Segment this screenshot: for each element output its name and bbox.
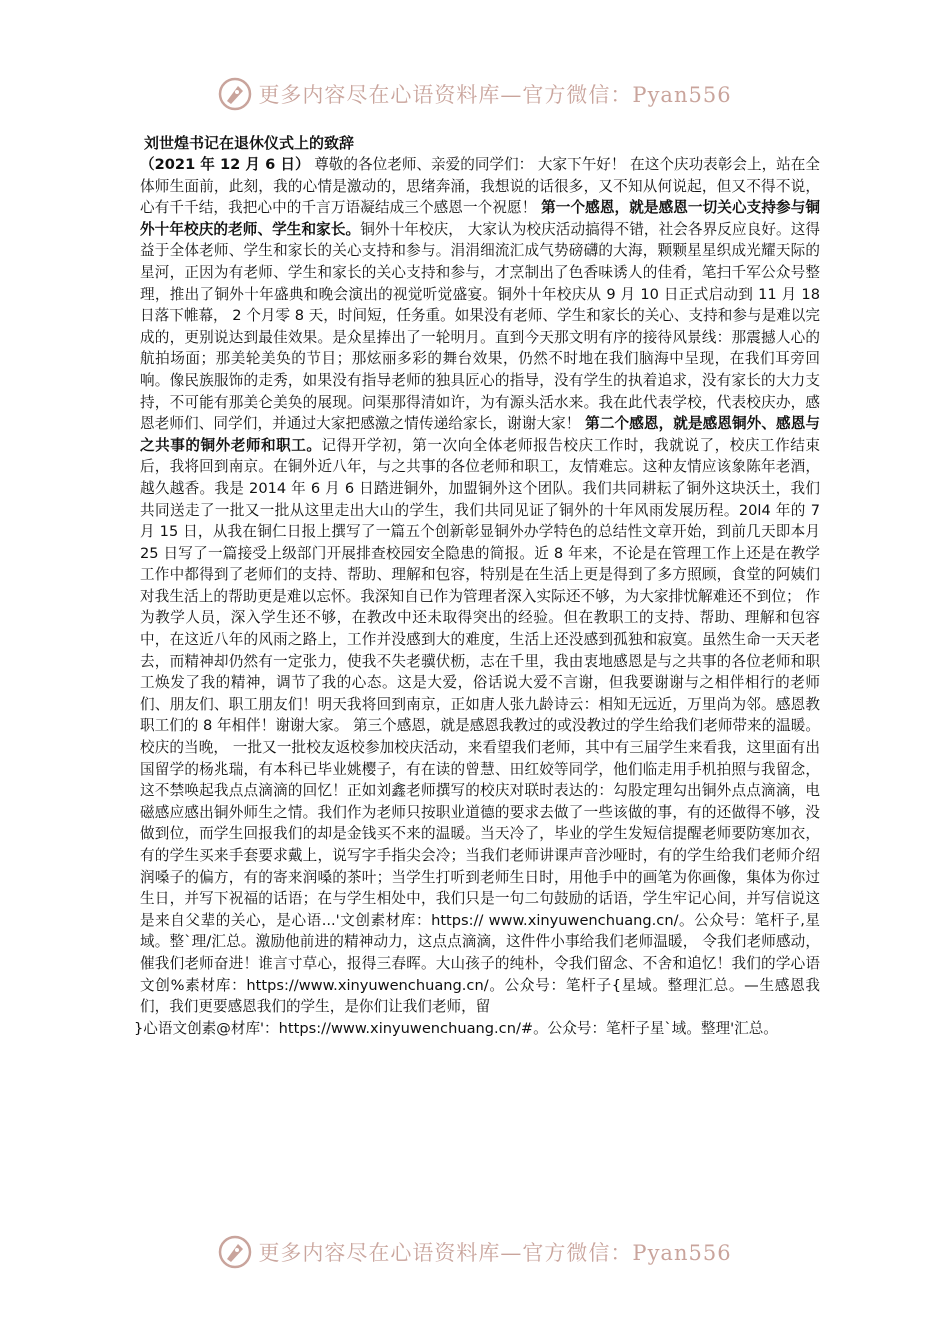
banner-text: 更多内容尽在心语资料库—官方微信：Pyan556 [258,1241,732,1265]
pen-nib-icon [218,1235,252,1269]
document-date: （2021 年 12 月 6 日） [140,156,310,173]
document-title: 刘世煌书记在退休仪式上的致辞 [144,134,355,152]
paragraph-part: 记得开学初，第一次向全体老师报告校庆工作时，我就说了，校庆工作结束后，我将回到南京。在铜外近八年，与之共事的各位老师和职工，友情难忘。这种友情应该象陈年老酒，越久越香。我是 2014 年 6 月 6 日踏进铜外，加盟铜外这个团队。我们共同耕耘了铜外这块沃土，我们共同送走了一批又一批从这里走出大山的学生，我们共同见证了铜外的十年风雨发展历程。20l4 年的 7 月 15 日，从我在铜仁日报上撰写了一篇五个创新彰显铜外办学特色的总结性文章开始，到前几天即本月 25 日写了一篇接受上级部门开展排查校园安全隐患的简报。近 8 年来，不论是在管理工作上还是在教学工作中都得到了老师们的支持、帮助、理解和包容，特别是在生活上更是得到了多方照顾，食堂的阿姨们对我生活上的帮助更是难以忘怀。我深知自已作为管理者深入实际还不够，为大家排忧解难还不到位； 作为教学人员，深入学生还不够，在教改中还未取得突出的经验。但在教职工的支持、帮助、理解和包容中，在这近八年的风雨之路上，工作并没感到大的难度，生活上还没感到孤独和寂寞。虽然生命一天天老去，而精神却仍然有一定张力，使我不失老骥伏枥，志在千里，我由衷地感恩是与之共事的各位老师和职工焕发了我的精神，调节了我的心态。这是大爱，俗话说大爱不言谢，但我要谢谢与之相伴相行的老师们、朋友们、职工朋友们！明天我将回到南京，正如唐人张九龄诗云：相知无远近，万里尚为邻。感恩教职工们的 8 年相伴！谢谢大家。 第三个感恩，就是感恩我教过的或没教过的学生给我们老师带来的温暖。校庆的当晚， 一批又一批校友返校参加校庆活动，来看望我们老师，其中有三届学生来看我，这里面有出国留学的杨兆瑞，有本科已毕业姚樱子，有在读的曾慧、田红姣等同学，他们临走用手机拍照与我留念，这不禁唤起我点点滴滴的回忆！正如刘鑫老师撰写的校庆对联时表达的：勾股定理勾出铜外点点滴滴，电磁感应感出铜外师生之情。我们作为老师只按职业道德的要求去做了一些该做的事，有的还做得不够，没做到位，而学生回报我们的却是金钱买不来的温暖。当天冷了，毕业的学生发短信提醒老师要防寒加衣，有的学生买来手套要求戴上，说写字手指尖会冷；当我们老师讲课声音沙哑时，有的学生给我们老师介绍润嗓子的偏方，有的寄来润嗓的茶叶；当学生打听到老师生日时，用他手中的画笔为你画像，集体为你过生日，并写下祝福的话语；在与学生相处中，我们只是一句二句鼓励的话语，学生牢记心间，并写信说这是来自父辈的关心，是心语...'文创素材库：https:// www.xinyuwenchuang.cn/。公众号：笔杆子,星域。整`理/汇总。激励他前进的精神动力，这点点滴滴，这件件小事给我们老师温暖， 令我们老师感动，催我们老师奋进！谁言寸草心，报得三春晖。大山孩子的纯朴，令我们留念、不舍和追忆！我们的学心语文创%素材库：https://www.xinyuwenchuang.cn/。公众号：笔杆子{星域。整理汇总。—生感恩我们，我们更要感恩我们的学生，是你们让我们老师，留 [140,436,820,1016]
first-gratitude-heading: 第一个感恩，就是感恩一切关心支持参与铜外十年校庆的老师、学生和家长。 [140,199,820,238]
paragraph-part: 铜外十年校庆， 大家认为校庆活动搞得不错，社会各界反应良好。这得益于全体老师、学生和家长的关心支持和参与。涓涓细流汇成气势磅礴的大海，颗颗星星织成光耀天际的星河，正因为有老师、学生和家长的关心支持和参与，才烹制出了色香味诱人的佳肴，笔扫千军公众号整理，推出了铜外十年盛典和晚会演出的视觉听觉盛宴。铜外十年校庆从 9 月 10 日正式启动到 11 月 18 日落下帷幕， 2 个月零 8 天，时间短，任务重。如果没有老师、学生和家长的关心、支持和参与是难以完成的，更别说达到最佳效果。是众星捧出了一轮明月。直到今天那文明有序的接待风景线：那震撼人心的航拍场面；那美轮美奂的节目；那炫丽多彩的舞台效果，仍然不时地在我们脑海中呈现，在我们耳旁回响。像民族服饰的走秀，如果没有指导老师的独具匠心的指导，没有学生的执着追求，没有家长的大力支持，不可能有那美仑美奂的展现。问渠那得清如许，为有源头活水来。我在此代表学校，代表校庆办，感恩老师们、同学们，并通过大家把感激之情传递给家长，谢谢大家！ [140,220,820,433]
banner-text: 更多内容尽在心语资料库—官方微信：Pyan556 [258,83,732,107]
document-paragraph [140,154,820,1018]
paragraph-part: 尊敬的各位老师、亲爱的同学们： 大家下午好！ 在这个庆功表彰会上，站在全体师生面前，此刻，我的心情是激动的，思绪奔涌，我想说的话很多，又不知从何说起，但又不得不说，心有千千结，我把心中的千言万语凝结成三个感恩一个祝愿！ [140,156,820,217]
pen-nib-icon [218,77,252,111]
second-gratitude-heading: 第二个感恩，就是感恩铜外、感恩与之共事的铜外老师和职工。 [140,415,820,454]
header-banner [0,74,950,114]
document-body [134,132,820,1039]
document-tail-line: }心语文创素@材库'：https://www.xinyuwenchuang.cn/#。公众号：笔杆子星`域。整理'汇总。 [134,1019,778,1037]
footer-banner [0,1232,950,1272]
